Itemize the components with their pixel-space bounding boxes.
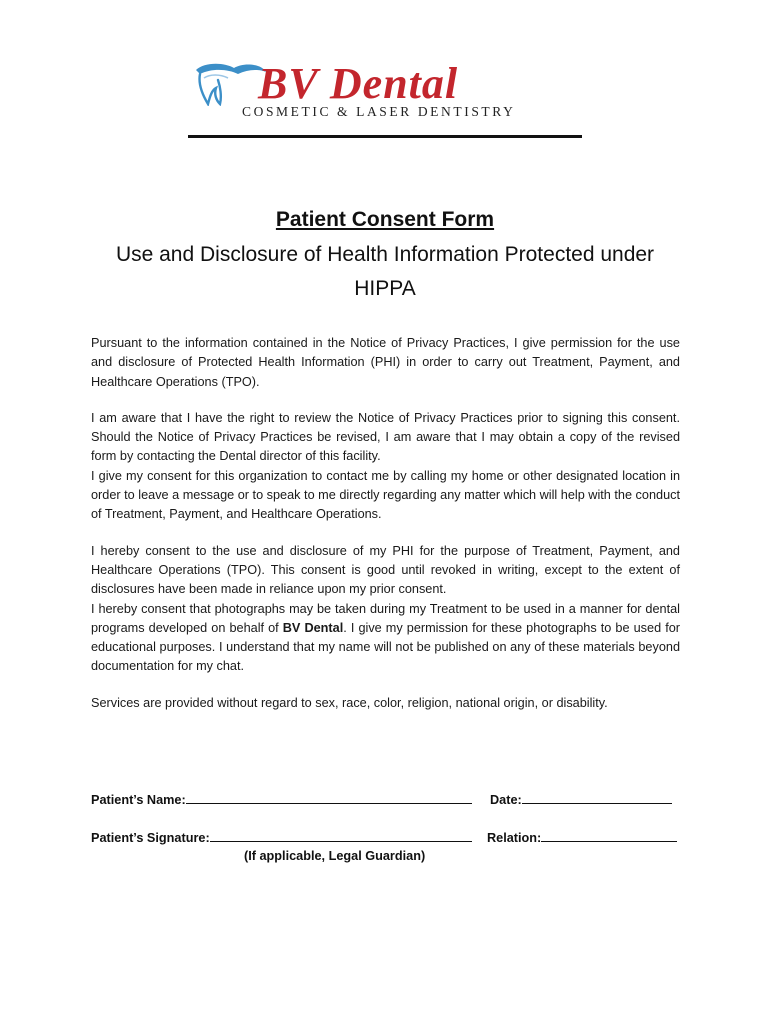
logo-name: BV Dental: [258, 59, 459, 108]
patient-signature-line[interactable]: [210, 828, 472, 842]
header-divider: [188, 135, 582, 138]
photo-consent-text-a: I hereby consent that photographs may be taken during my Treatment to be used in a manner for dental programs developed on behalf of: [91, 601, 680, 635]
consent-body: [91, 334, 680, 713]
date-line[interactable]: [522, 790, 672, 804]
paragraph-review-notice: I am aware that I have the right to review the Notice of Privacy Practices prior to signing this consent. Should the Notice of Privacy Practices be revised, I am aware that I may obtain a copy of the revised form by contacting the Dental director of this facility.: [91, 410, 680, 464]
paragraph-contact-consent: I give my consent for this organization to contact me by calling my home or other designated location in order to leave a message or to speak to me directly regarding any matter which will help with the conduct of Treatment, Payment, and Healthcare Operations.: [91, 468, 680, 522]
guardian-note: (If applicable, Legal Guardian): [244, 849, 426, 863]
patient-signature-label: Patient’s Signature:: [91, 831, 210, 845]
logo-tagline: COSMETIC & LASER DENTISTRY: [242, 104, 516, 119]
patient-name-field[interactable]: [91, 790, 472, 809]
relation-field[interactable]: [487, 828, 677, 847]
paragraph-photo-consent: [91, 600, 680, 677]
relation-label: Relation:: [487, 831, 542, 845]
form-subtitle: Use and Disclosure of Health Information Protected under HIPPA: [115, 243, 655, 300]
photo-consent-text-b: . I give my permission for these photographs to be used for educational purposes. I understand that my name will not be published on any of these materials beyond documentation for my chat.: [91, 620, 681, 674]
bv-dental-logo: [188, 58, 588, 140]
patient-signature-field[interactable]: [91, 828, 472, 847]
date-label: Date:: [490, 793, 522, 807]
date-field[interactable]: [490, 790, 672, 809]
practice-name: BV Dental: [282, 620, 344, 635]
relation-line[interactable]: [541, 828, 677, 842]
paragraph-phi-consent: I hereby consent to the use and disclosure of my PHI for the purpose of Treatment, Payment, and Healthcare Operations (TPO). This consent is good until revoked in writing, except to the extent of disclosures have been made in reliance upon my prior consent.: [91, 543, 680, 597]
patient-name-label: Patient’s Name:: [91, 793, 186, 807]
paragraph-nondiscrimination: Services are provided without regard to sex, race, color, religion, national origin, or disability.: [91, 695, 608, 710]
form-title: Patient Consent Form: [275, 208, 495, 231]
patient-name-line[interactable]: [186, 790, 472, 804]
paragraph-permission: Pursuant to the information contained in the Notice of Privacy Practices, I give permission for the use and disclosure of Protected Health Information (PHI) in order to carry out Treatment, Payment, and Healthcare Operations (TPO).: [91, 336, 680, 389]
